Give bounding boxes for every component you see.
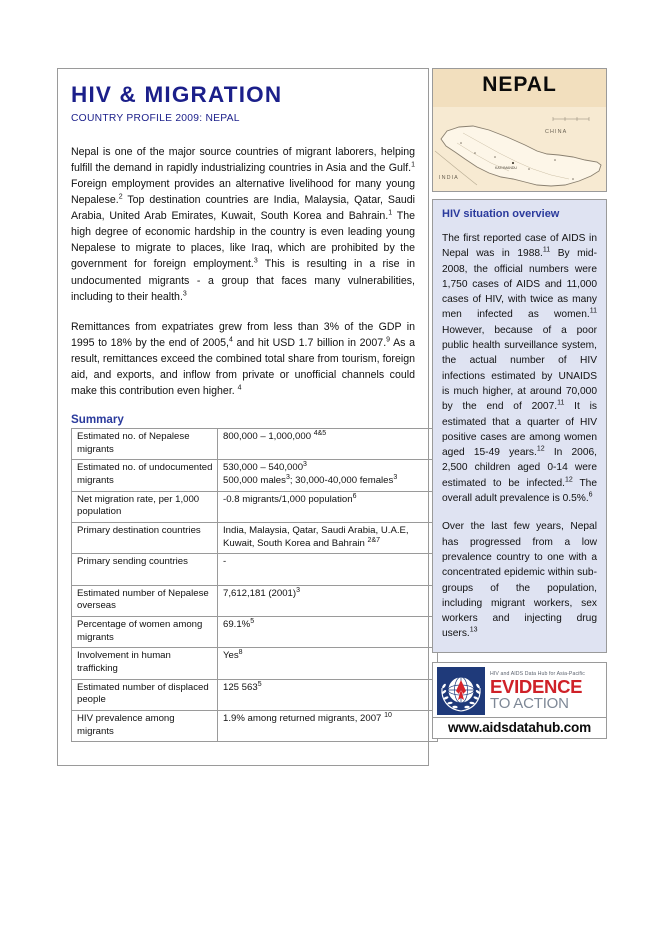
row-value-text-3: ; 30,000-40,000 females — [289, 475, 394, 487]
row-value — [218, 617, 438, 648]
svg-text:KATHMANDU: KATHMANDU — [495, 166, 517, 170]
remit-text-c: As a result, remittances exceed the combined total share from tourism, foreign aid, and exports, and inflow from private or unofficial channels could make this contribution even higher. — [71, 336, 415, 398]
table-row — [72, 460, 438, 491]
ref-marker: 3 — [285, 473, 290, 481]
ref-marker: 11 — [557, 399, 565, 407]
logo-text-block — [485, 667, 602, 715]
row-value-text: 69.1% — [223, 619, 251, 631]
hiv-overview-paragraph-2 — [442, 519, 597, 641]
svg-text:INDIA: INDIA — [439, 175, 459, 181]
logo-evidence-word: EVIDENCE — [490, 675, 583, 697]
country-name: NEPAL — [482, 73, 557, 96]
row-value-text: 800,000 – 1,000,000 — [223, 431, 314, 443]
ref-marker: 12 — [536, 445, 545, 453]
row-label: Percentage of women among migrants — [72, 617, 218, 648]
row-value — [218, 429, 438, 460]
remit-text-a: Remittances from expatriates grew from less than 3% of the GDP in 1995 to 18% by the end of 2005, — [71, 320, 415, 349]
website-url[interactable]: www.aidsdatahub.com — [433, 717, 606, 738]
ref-marker: 1 — [388, 209, 393, 217]
hiv-situation-panel — [432, 199, 607, 653]
country-map-card — [432, 68, 607, 192]
hiv-text-b: By mid-2008, the official numbers were 1,750 cases of AIDS and 11,000 cases of HIV, with twice as many men infected as women. — [442, 248, 597, 321]
remittances-paragraph — [71, 319, 415, 399]
ref-marker: 9 — [386, 336, 391, 344]
hiv-text-f: The overall adult prevalence is 0.5%. — [442, 477, 597, 505]
intro-paragraph — [71, 144, 415, 305]
table-row — [72, 585, 438, 616]
page-subtitle: COUNTRY PROFILE 2009: NEPAL — [71, 112, 240, 124]
row-label: Involvement in human trafficking — [72, 648, 218, 679]
ref-marker: 3 — [303, 461, 307, 469]
hiv-overview-heading: HIV situation overview — [442, 208, 560, 220]
ref-marker: 12 — [565, 476, 573, 484]
summary-table — [71, 428, 438, 742]
hiv-text-d: It is estimated that a quarter of HIV positive cases are among women aged 15-49 years. — [442, 401, 598, 459]
ref-marker: 2 — [118, 193, 123, 201]
row-value-text: India, Malaysia, Qatar, Saudi Arabia, U.A.E, — [223, 525, 409, 537]
hiv-text-g: Over the last few years, Nepal has progressed from a low prevalence country to one with a concentrated epidemic within sub-groups of the population, including migrant workers, sex workers and injecting drug users. — [442, 521, 597, 640]
ref-marker: 6 — [588, 491, 593, 499]
hiv-text-c: However, because of a poor public health surveillance system, the actual number of HIV infections estimated by UNAIDS is much higher, at around 70,000 by the end of 2007. — [442, 324, 597, 413]
ref-marker: 2&7 — [367, 536, 381, 544]
row-label: Primary sending countries — [72, 554, 218, 585]
ref-marker: 4 — [237, 384, 242, 392]
ref-marker: 13 — [469, 627, 478, 635]
row-value-text: 530,000 – 540,000 — [223, 462, 304, 474]
ref-marker: 3 — [253, 257, 258, 265]
ref-marker: 3 — [296, 586, 300, 594]
aidsdatahub-logo-card — [432, 662, 607, 739]
ref-marker: 11 — [589, 308, 597, 316]
row-value-text: -0.8 migrants/1,000 population — [223, 493, 353, 505]
remit-text-b: and hit USD 1.7 billion in 2007. — [232, 336, 387, 349]
hiv-text-e: In 2006, 2,500 children aged 0-14 were estimated to be infected. — [442, 447, 598, 489]
intro-text-b: Foreign employment provides an alternative livelihood for many young Nepalese. — [71, 177, 415, 207]
row-value — [218, 523, 438, 554]
row-label: HIV prevalence among migrants — [72, 710, 218, 741]
table-row — [72, 617, 438, 648]
row-value-text-2: 500,000 males — [223, 475, 286, 487]
intro-text-d: The high degree of economic hardship in the country is even leading young Nepalese to migrate to places, like Iraq, which are prohibited by the government for foreign employment. — [71, 210, 416, 271]
row-label: Estimated number of displaced people — [72, 679, 218, 710]
ref-marker: 3 — [393, 473, 398, 481]
table-row — [72, 523, 438, 554]
un-globe-wreath-ribbon-icon — [437, 667, 485, 715]
row-value — [218, 460, 438, 491]
ref-marker: 10 — [384, 711, 392, 719]
logo-top-row — [433, 663, 606, 717]
logo-to-action-word: TO ACTION — [490, 694, 569, 712]
ref-marker: 5 — [250, 617, 255, 625]
row-label: Estimated no. of Nepalese migrants — [72, 429, 218, 460]
row-value-text: 1.9% among returned migrants, 2007 — [223, 712, 385, 724]
row-value — [218, 710, 438, 741]
row-label: Estimated no. of undocumented migrants — [72, 460, 218, 491]
hiv-text-a: The first reported case of AIDS in Nepal was in 1988. — [442, 233, 597, 260]
ref-marker: 11 — [542, 246, 551, 254]
table-row — [72, 554, 438, 585]
table-row — [72, 710, 438, 741]
intro-text-c: Top destination countries are India, Malaysia, Qatar, Saudi Arabia, United Arab Emirates, Kuwait, South Korea and Bahrain. — [71, 194, 415, 223]
row-value-text: - — [223, 556, 227, 568]
ref-marker: 3 — [182, 290, 187, 298]
summary-heading: Summary — [71, 413, 124, 427]
row-value — [218, 491, 438, 522]
table-row — [72, 679, 438, 710]
ref-marker: 5 — [257, 680, 262, 688]
intro-text-e: This is resulting in a rise in undocumented migrants - a group that faces many vulnerabilities, including to their health. — [71, 258, 415, 303]
row-label: Net migration rate, per 1,000 population — [72, 491, 218, 522]
row-value-text: Yes — [223, 650, 239, 662]
intro-text-a: Nepal is one of the major source countries of migrant laborers, helping fulfill the demand in rapidly industrializing countries in Asia and the Gulf. — [71, 145, 415, 174]
svg-text:CHINA: CHINA — [545, 129, 568, 135]
table-row — [72, 648, 438, 679]
row-value — [218, 585, 438, 616]
table-row — [72, 429, 438, 460]
ref-marker: 1 — [411, 161, 415, 169]
nepal-map-image — [433, 107, 606, 192]
logo-tagline: HIV and AIDS Data Hub for Asia-Pacific — [490, 670, 585, 677]
row-value-text-2: Kuwait, South Korea and Bahrain — [223, 537, 368, 549]
row-label: Primary destination countries — [72, 523, 218, 554]
row-label: Estimated number of Nepalese overseas — [72, 585, 218, 616]
page-title: HIV & MIGRATION — [71, 82, 283, 107]
row-value — [218, 554, 438, 585]
row-value-text: 125 563 — [223, 681, 258, 693]
right-sidebar — [432, 68, 607, 739]
row-value — [218, 679, 438, 710]
table-row — [72, 491, 438, 522]
ref-marker: 6 — [352, 492, 357, 500]
main-content-box — [57, 68, 429, 766]
ref-marker: 8 — [238, 649, 243, 657]
ref-marker: 4 — [228, 336, 233, 344]
hiv-overview-paragraph-1 — [442, 231, 597, 506]
row-value — [218, 648, 438, 679]
row-value-text: 7,612,181 (2001) — [223, 587, 297, 599]
ref-marker: 4&5 — [313, 429, 327, 437]
